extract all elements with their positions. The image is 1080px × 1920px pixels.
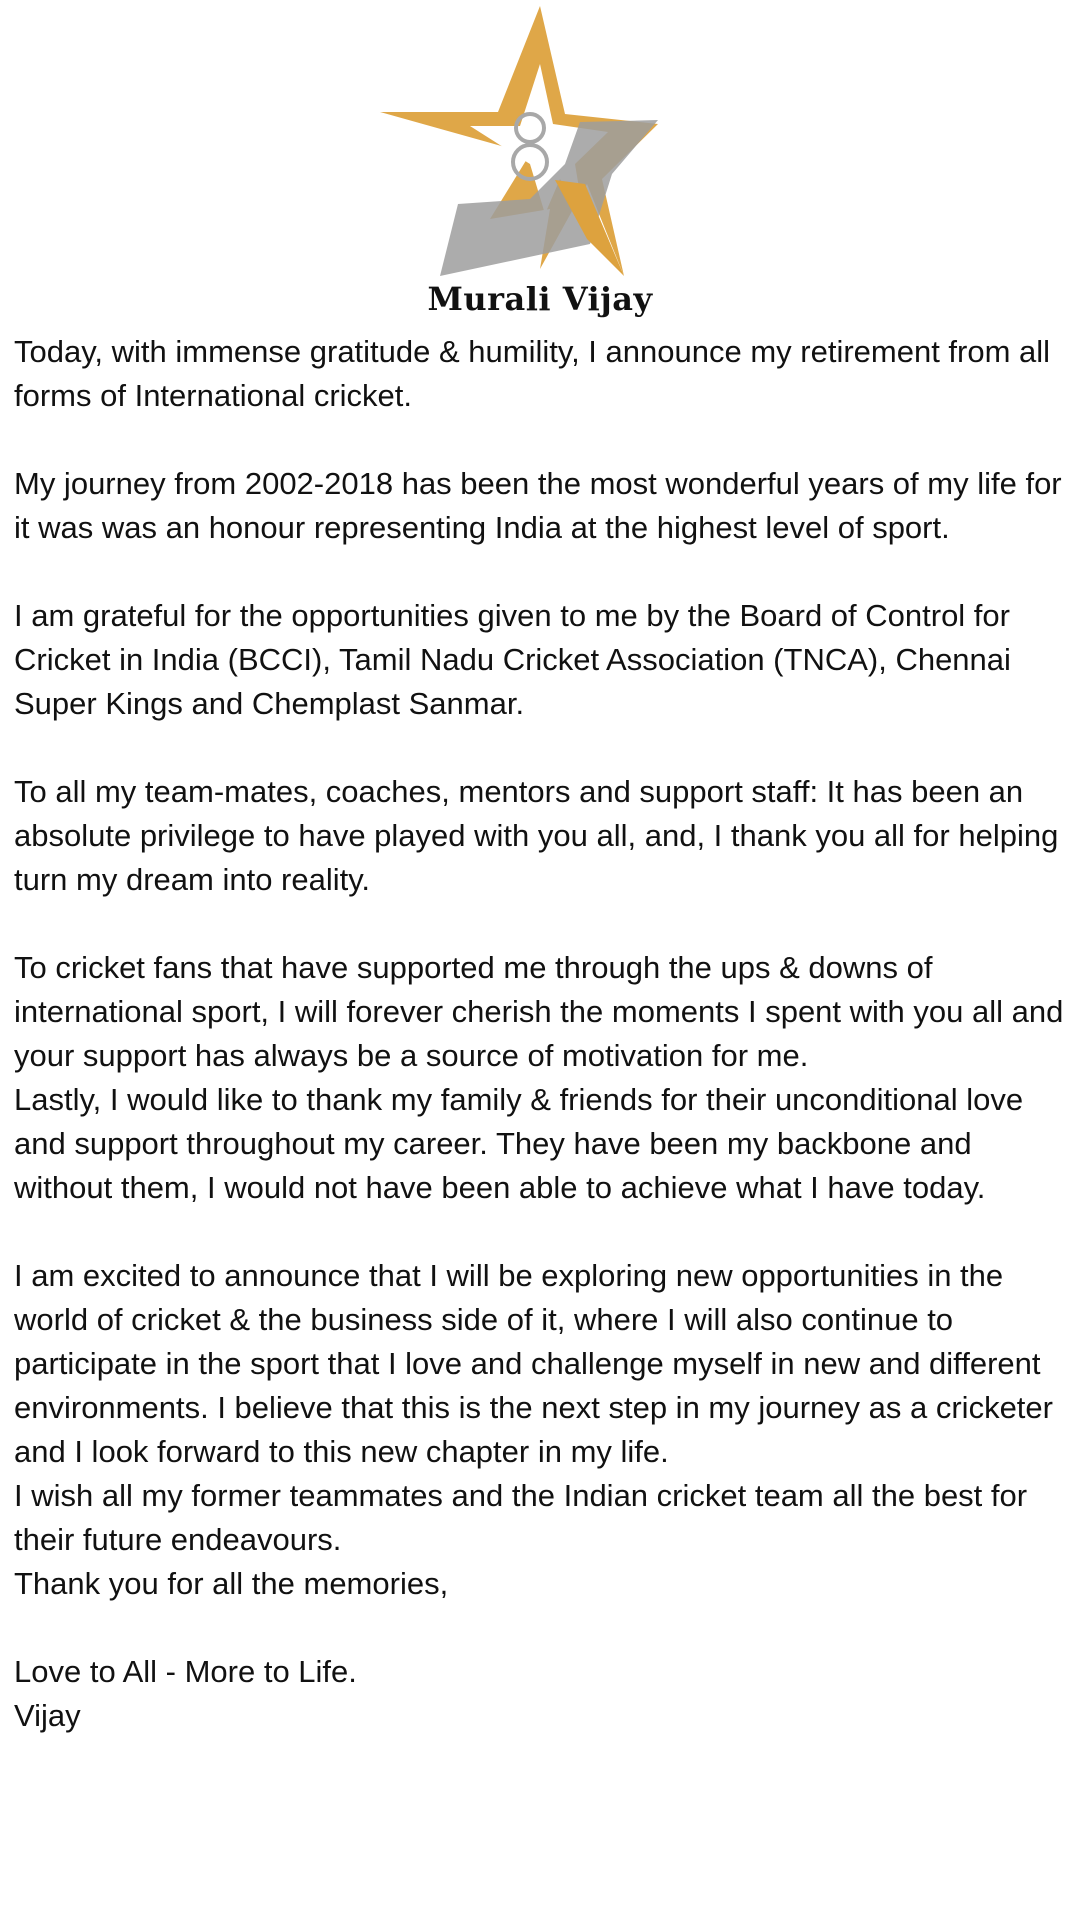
letter-paragraph: I am grateful for the opportunities given to me by the Board of Control for Cricket in India (BCCI), Tamil Nadu Cricket Association (TNCA), Chennai Super Kings and Chemplast Sanmar. <box>14 598 1011 721</box>
retirement-letter <box>14 330 1074 1738</box>
letter-paragraph: My journey from 2002-2018 has been the most wonderful years of my life for it was was an honour representing India at the highest level of sport. <box>14 466 1062 545</box>
letter-paragraph: Lastly, I would like to thank my family & friends for their unconditional love and support throughout my career. They have been my backbone and without them, I would not have been able to achieve what I have today. <box>14 1082 1024 1205</box>
letter-header <box>0 0 1080 330</box>
letter-paragraph: Today, with immense gratitude & humility, I announce my retirement from all forms of International cricket. <box>14 334 1051 413</box>
star-logo-icon <box>380 4 664 280</box>
letter-paragraph: I am excited to announce that I will be exploring new opportunities in the world of cricket & the business side of it, where I will also continue to participate in the sport that I love and challenge myself in new and different environments. I believe that this is the next step in my journey as a cricketer and I look forward to this new chapter in my life. <box>14 1258 1053 1469</box>
letter-paragraph: To cricket fans that have supported me through the ups & downs of international sport, I will forever cherish the moments I spent with you all and your support has always be a source of motivation for me. <box>14 950 1064 1073</box>
author-name: Murali Vijay <box>427 280 653 318</box>
letter-paragraph: Thank you for all the memories, <box>14 1566 449 1601</box>
letter-paragraph: I wish all my former teammates and the Indian cricket team all the best for their future endeavours. <box>14 1478 1028 1557</box>
letter-paragraph: To all my team-mates, coaches, mentors and support staff: It has been an absolute privilege to have played with you all, and, I thank you all for helping turn my dream into reality. <box>14 774 1059 897</box>
letter-closing: Love to All - More to Life. <box>14 1654 357 1689</box>
letter-signature: Vijay <box>14 1698 81 1733</box>
